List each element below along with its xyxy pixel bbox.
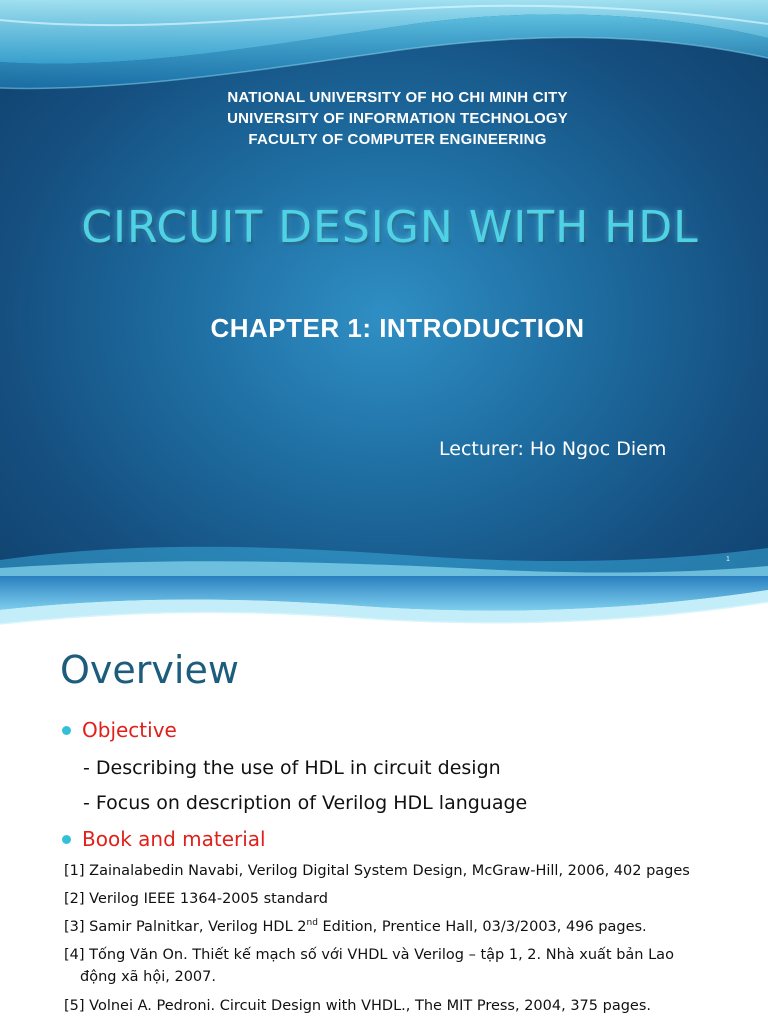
- bullet-dot-icon: [62, 835, 71, 844]
- bullet-book: [62, 825, 266, 853]
- institution-line-1: NATIONAL UNIVERSITY OF HO CHI MINH CITY: [227, 89, 568, 106]
- institution-line-3: FACULTY OF COMPUTER ENGINEERING: [248, 131, 547, 148]
- reference-1: [1] Zainalabedin Navabi, Verilog Digital System Design, McGraw-Hill, 2006, 402 pages: [64, 863, 690, 879]
- reference-3: [64, 916, 744, 938]
- reference-4: [64, 944, 744, 988]
- book-label: Book and material: [82, 827, 266, 851]
- reference-2: [2] Verilog IEEE 1364-2005 standard: [64, 891, 328, 907]
- overview-title: Overview: [60, 648, 239, 692]
- reference-4-line-1: [4] Tống Văn On. Thiết kế mạch số với VHDL và Verilog – tập 1, 2. Nhà xuất bản Lao: [64, 947, 674, 963]
- reference-4-line-2: động xã hội, 2007.: [80, 969, 216, 985]
- wave-decoration-top: [0, 576, 768, 636]
- page-number: 1: [726, 556, 730, 563]
- reference-3-rest: Edition, Prentice Hall, 03/3/2003, 496 pages.: [317, 919, 647, 935]
- reference-3-superscript: nd: [306, 918, 318, 929]
- institution-line-2: UNIVERSITY OF INFORMATION TECHNOLOGY: [227, 110, 568, 127]
- reference-3-text: [3] Samir Palnitkar, Verilog HDL 2: [64, 919, 307, 935]
- objective-item-1: - Describing the use of HDL in circuit design: [83, 757, 501, 779]
- lecturer-name: Lecturer: Ho Ngoc Diem: [439, 438, 667, 460]
- reference-5: [5] Volnei A. Pedroni. Circuit Design with VHDL., The MIT Press, 2004, 375 pages.: [64, 998, 651, 1014]
- chapter-title: CHAPTER 1: INTRODUCTION: [210, 313, 585, 343]
- bullet-objective: [62, 716, 177, 744]
- overview-slide: [0, 576, 768, 1024]
- course-title: CIRCUIT DESIGN WITH HDL: [81, 202, 699, 253]
- objective-item-2: - Focus on description of Verilog HDL language: [83, 792, 528, 814]
- bullet-dot-icon: [62, 726, 71, 735]
- objective-label: Objective: [82, 718, 177, 742]
